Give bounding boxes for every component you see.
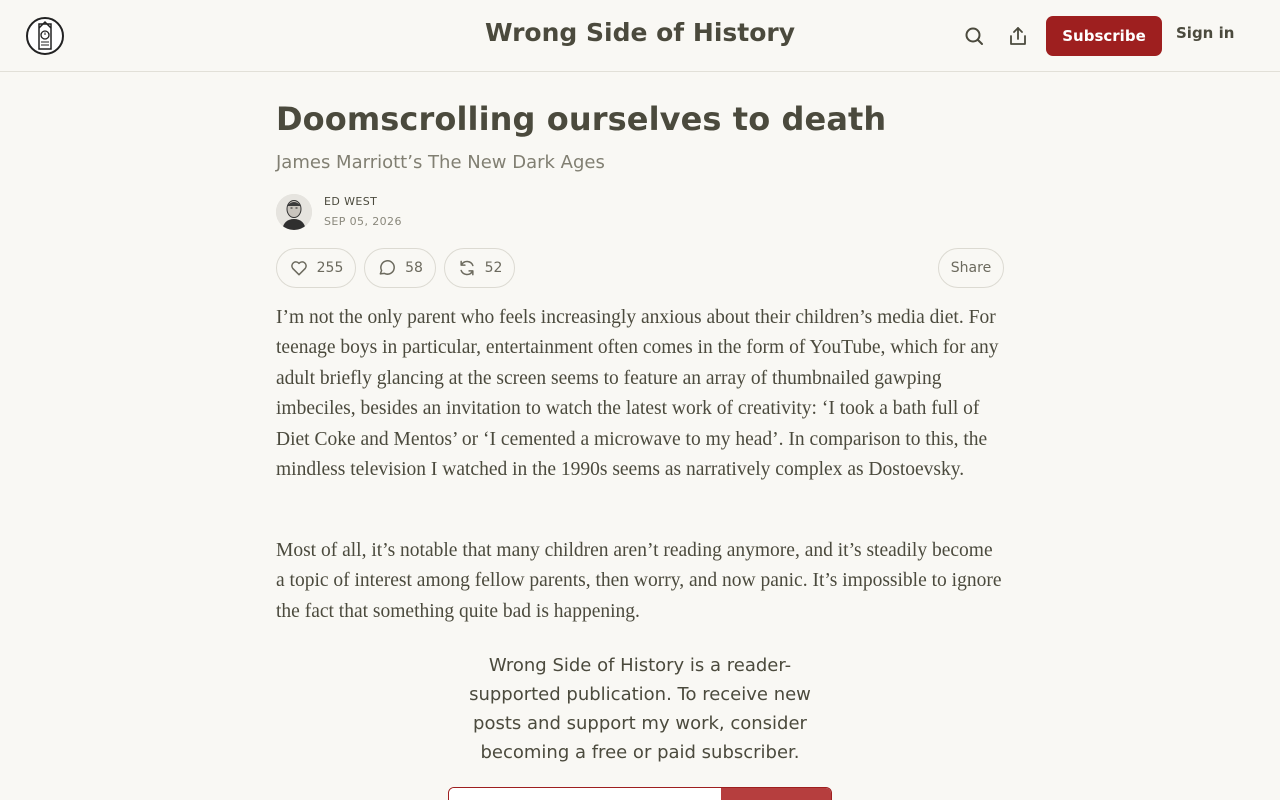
author-name[interactable]: ED WEST	[324, 195, 378, 208]
comment-count: 58	[405, 260, 423, 276]
body-paragraph: I’m not the only parent who feels increasingly anxious about their children’s media diet. For teenage boys in particular, entertainment often comes in the form of YouTube, which for any adult briefly glancing at the screen seems to feature an array of thumbnailed gawping imbeciles, besides an invitation to watch the latest work of creativity: ‘I took a bath full of Diet Coke and Mentos’ or ‘I cemented a microwave to my head’. In comparison to this, the mindless television I watched in the 1990s seems as narratively complex as Dostoevsky.	[276, 307, 999, 481]
subscribe-promo-text: Wrong Side of History is a reader-supported publication. To receive new posts and support my work, consider becoming a free or paid subscriber.	[469, 655, 811, 763]
post-date: SEP 05, 2026	[324, 215, 402, 228]
restack-button[interactable]	[444, 248, 515, 288]
email-field[interactable]	[449, 788, 721, 800]
share-button[interactable]	[938, 248, 1004, 288]
post-title: Doomscrolling ourselves to death	[276, 100, 887, 138]
top-bar	[0, 0, 1280, 72]
like-count: 255	[316, 260, 344, 276]
search-icon[interactable]	[962, 24, 986, 48]
heart-icon	[289, 258, 309, 278]
author-avatar[interactable]	[276, 194, 312, 230]
restack-icon	[457, 258, 477, 278]
subscribe-button[interactable]: Subscribe	[1046, 16, 1162, 56]
restack-count: 52	[484, 260, 503, 276]
share-icon[interactable]	[1006, 24, 1030, 48]
site-title[interactable]: Wrong Side of History	[484, 18, 796, 47]
body-paragraph: Most of all, it’s notable that many children aren’t reading anymore, and it’s steadily become a topic of interest among fellow parents, then worry, and now panic. It’s impossible to ignore the fact that something quite bad is happening.	[276, 540, 1002, 622]
comment-button[interactable]	[364, 248, 436, 288]
share-button-label: Share	[950, 260, 992, 276]
promo-subscribe-button[interactable]	[721, 788, 832, 800]
sign-in-link[interactable]: Sign in	[1176, 24, 1235, 42]
comment-icon	[377, 258, 397, 278]
subscribe-form	[448, 787, 832, 800]
post-subtitle: James Marriott’s The New Dark Ages	[276, 152, 605, 173]
like-button[interactable]	[276, 248, 356, 288]
